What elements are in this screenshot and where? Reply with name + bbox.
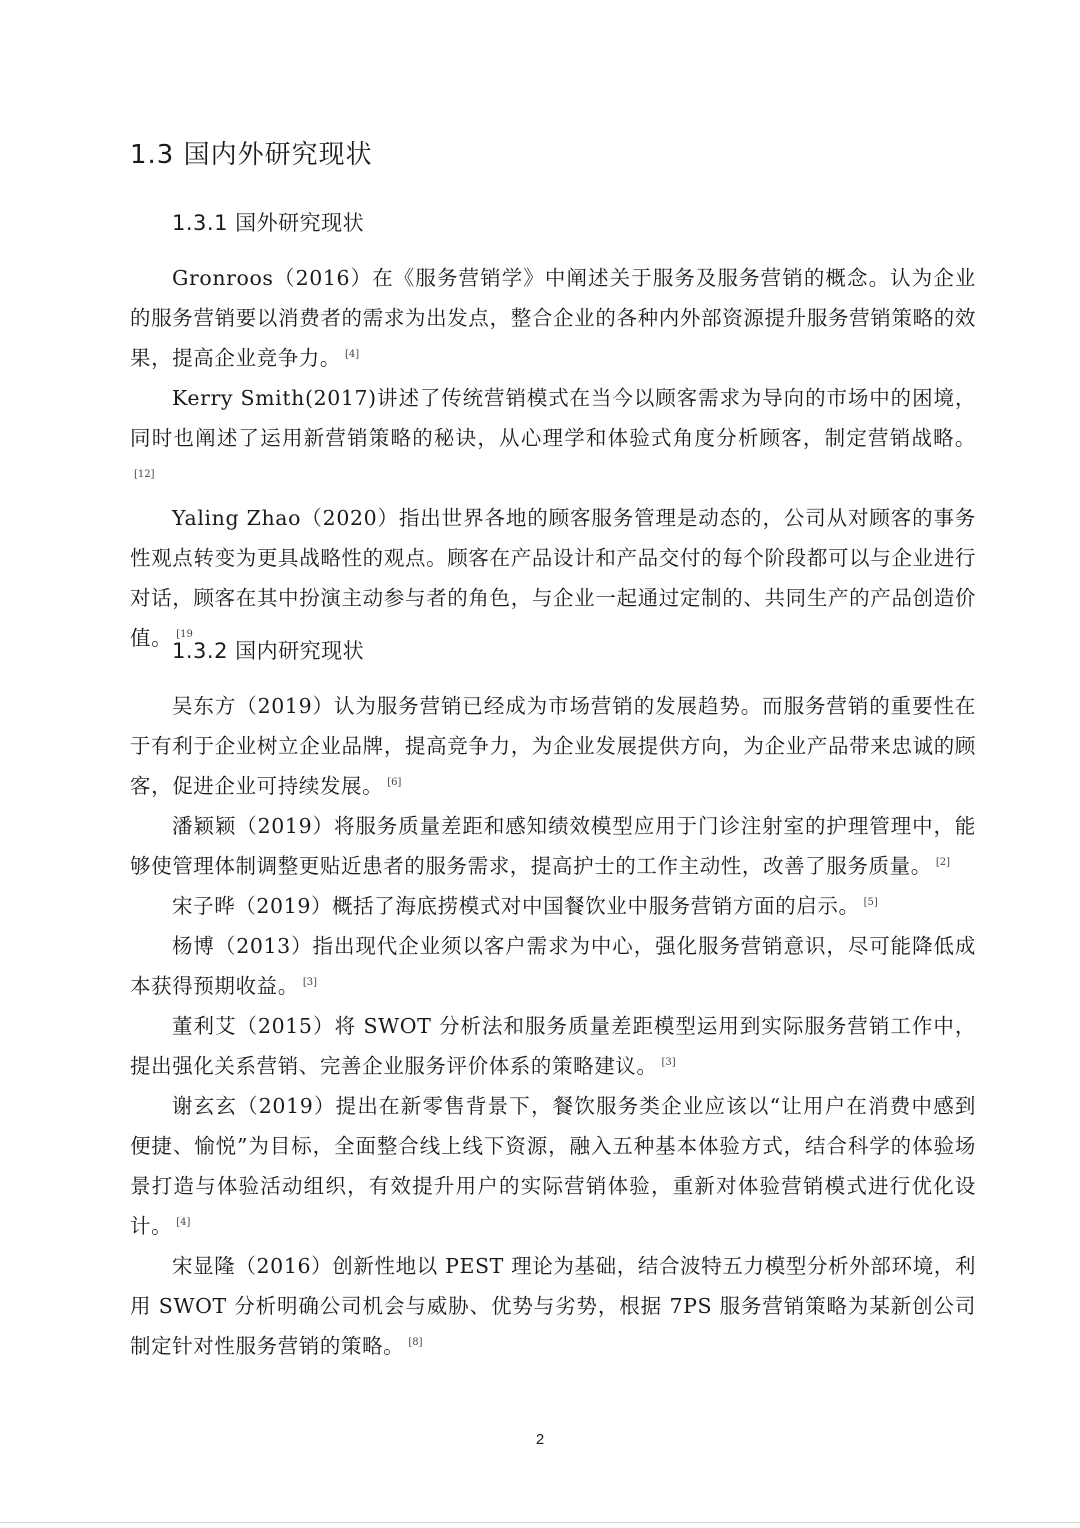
paragraph-text: 董利艾（2015）将 SWOT 分析法和服务质量差距模型运用到实际服务营销工作中，提出强化关系营销、完善企业服务评价体系的策略建议。: [130, 1014, 976, 1078]
subsection-heading-domestic: 1.3.2 国内研究现状: [172, 639, 365, 663]
citation: [19: [176, 629, 193, 641]
paragraph: [130, 926, 976, 1006]
citation: [12]: [134, 469, 155, 481]
paragraph: [130, 806, 976, 886]
paragraph-text: Gronroos（2016）在《服务营销学》中阐述关于服务及服务营销的概念。认为企业的服务营销要以消费者的需求为出发点，整合企业的各种内外部资源提升服务营销策略的效果，提高企业竞争力。: [130, 266, 976, 370]
paragraph-text: 杨博（2013）指出现代企业须以客户需求为中心，强化服务营销意识，尽可能降低成本获得预期收益。: [130, 934, 976, 998]
subsection-heading-foreign: 1.3.1 国外研究现状: [172, 211, 365, 235]
paragraph: [130, 1086, 976, 1246]
page-bottom-divider: [0, 1522, 1080, 1523]
foreign-research-body: [130, 258, 976, 658]
paragraph: [130, 378, 976, 498]
page-number: 2: [535, 1431, 545, 1448]
paragraph-text: 宋子晔（2019）概括了海底捞模式对中国餐饮业中服务营销方面的启示。: [172, 894, 860, 918]
citation: [3]: [661, 1057, 676, 1069]
paragraph-text: 宋显隆（2016）创新性地以 PEST 理论为基础，结合波特五力模型分析外部环境，利用 SWOT 分析明确公司机会与威胁、优势与劣势，根据 7PS 服务营销策略为某新创公司制定针对性服务营销的策略。: [130, 1254, 976, 1358]
paragraph-text: Kerry Smith(2017)讲述了传统营销模式在当今以顾客需求为导向的市场中的困境，同时也阐述了运用新营销策略的秘诀，从心理学和体验式角度分析顾客，制定营销战略。: [130, 386, 976, 450]
citation: [5]: [863, 897, 878, 909]
paragraph-text: 谢玄玄（2019）提出在新零售背景下，餐饮服务类企业应该以“让用户在消费中感到便捷、愉悦”为目标，全面整合线上线下资源，融入五种基本体验方式，结合科学的体验场景打造与体验活动组织，有效提升用户的实际营销体验，重新对体验营销模式进行优化设计。: [130, 1094, 976, 1238]
domestic-research-body: [130, 686, 976, 1366]
citation: [8]: [408, 1337, 423, 1349]
paragraph: [130, 686, 976, 806]
citation: [3]: [302, 977, 317, 989]
paragraph: [130, 886, 976, 926]
paragraph-text: Yaling Zhao（2020）指出世界各地的顾客服务管理是动态的，公司从对顾客的事务性观点转变为更具战略性的观点。顾客在产品设计和产品交付的每个阶段都可以与企业进行对话，顾客在其中扮演主动参与者的角色，与企业一起通过定制的、共同生产的产品创造价值。: [130, 506, 976, 650]
paragraph-text: 潘颖颖（2019）将服务质量差距和感知绩效模型应用于门诊注射室的护理管理中，能够使管理体制调整更贴近患者的服务需求，提高护士的工作主动性，改善了服务质量。: [130, 814, 976, 878]
citation: [2]: [935, 857, 950, 869]
section-heading: 1.3 国内外研究现状: [130, 140, 373, 170]
paragraph: [130, 1006, 976, 1086]
paragraph: [130, 498, 976, 658]
paragraph-text: 吴东方（2019）认为服务营销已经成为市场营销的发展趋势。而服务营销的重要性在于有利于企业树立企业品牌，提高竞争力，为企业发展提供方向，为企业产品带来忠诚的顾客，促进企业可持续发展。: [130, 694, 976, 798]
citation: [4]: [345, 349, 360, 361]
paragraph: [130, 1246, 976, 1366]
citation: [4]: [176, 1217, 191, 1229]
citation: [6]: [387, 777, 402, 789]
paragraph: [130, 258, 976, 378]
